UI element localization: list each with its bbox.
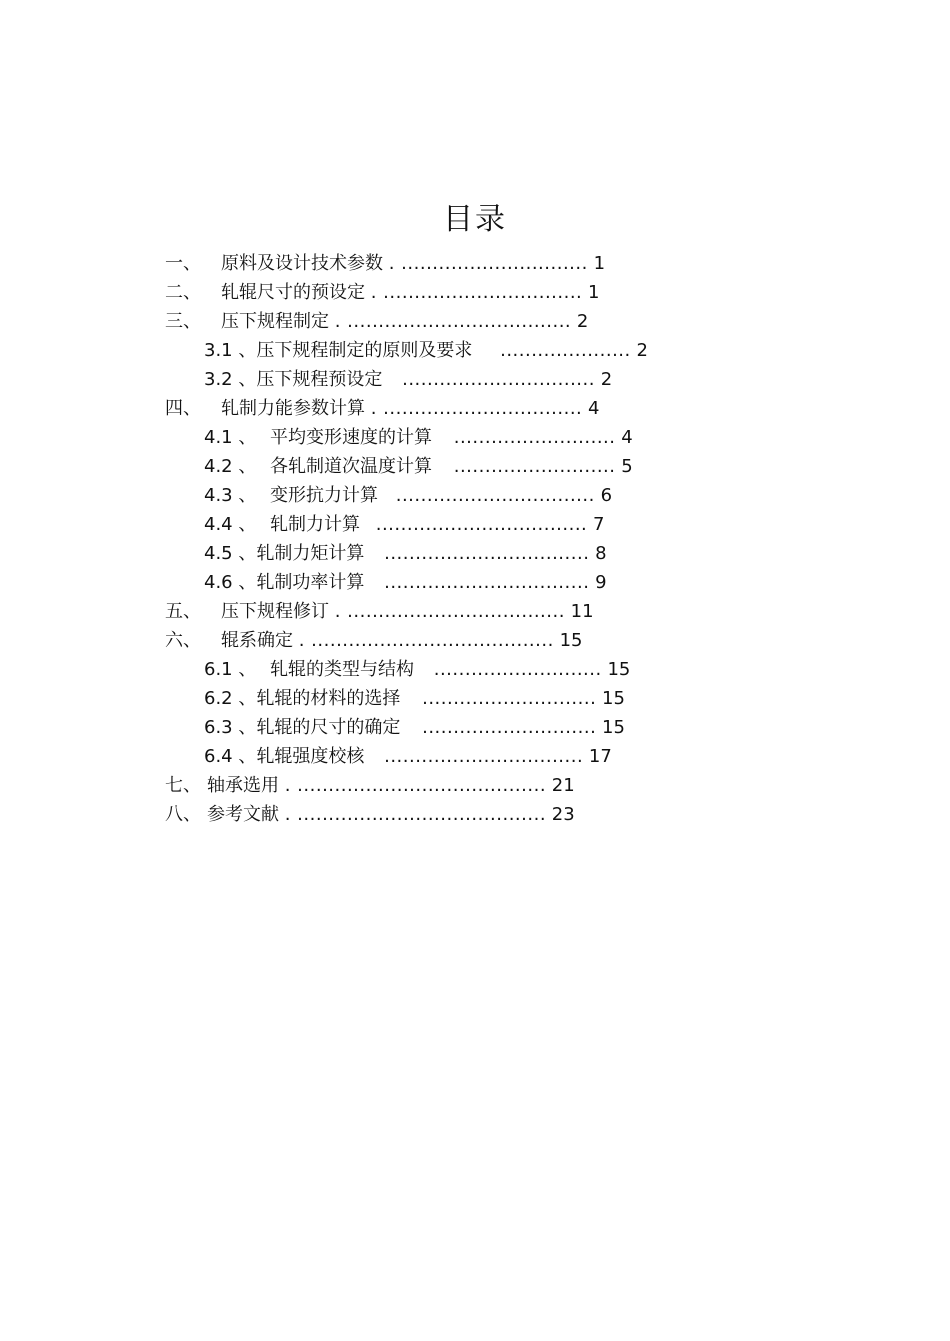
toc-entry-page: 23 [551,804,575,825]
toc-entry-page: 11 [570,601,594,622]
toc-entry-number: 一、 [165,253,201,274]
toc-entry-page: 8 [595,543,607,564]
toc-entry-4-1[interactable] [204,424,633,452]
toc-entry-leader: ............................... [402,369,595,390]
toc-entry-4-2[interactable] [204,453,633,481]
toc-entry-text: 轧辊的材料的选择 [256,688,401,709]
toc-entry-4[interactable] [165,395,599,423]
toc-entry-text: 压下规程预设定 [256,369,383,390]
toc-entry-4-6[interactable] [204,569,607,597]
toc-entry-page: 2 [576,311,589,332]
toc-entry-text: 轧制力能参数计算 [221,398,365,419]
toc-entry-leader: ............................ [422,717,597,738]
toc-entry-leader: .......................... [453,456,616,477]
toc-entry-page: 15 [602,717,625,738]
toc-entry-number: 三、 [165,311,201,332]
toc-entry-page: 15 [559,630,583,651]
toc-entry-page: 4 [621,427,633,448]
toc-entry-leader: ............................ [422,688,597,709]
toc-entry-page: 17 [588,746,612,767]
toc-entry-leader: . ................................ [370,398,583,419]
toc-entry-number: 四、 [165,398,201,419]
toc-entry-text: 各轧制道次温度计算 [270,456,432,477]
toc-entry-leader: ................................ [395,485,595,506]
toc-entry-6-3[interactable] [204,714,625,742]
toc-entry-leader: ................................. [384,572,590,593]
toc-entry-number: 6.2 、 [204,688,257,709]
toc-entry-2[interactable] [165,279,599,307]
toc-entry-page: 7 [593,514,605,535]
toc-entry-text: 变形抗力计算 [270,485,378,506]
toc-entry-text: 轧辊尺寸的预设定 [221,282,365,303]
toc-title: 目录 [443,202,507,237]
toc-entry-1[interactable] [165,250,605,278]
toc-entry-leader: .................................. [375,514,588,535]
toc-entry-page: 21 [551,775,575,796]
toc-entry-number: 3.2 、 [204,369,257,390]
toc-entry-leader: .......................... [453,427,616,448]
toc-entry-page: 2 [636,340,648,361]
toc-entry-text: 压下规程制定的原则及要求 [256,340,473,361]
toc-entry-page: 6 [600,485,613,506]
toc-entry-number: 4.6 、 [204,572,257,593]
toc-entry-page: 9 [595,572,607,593]
toc-entry-number: 4.4 、 [204,514,257,535]
toc-entry-7[interactable] [165,772,575,800]
toc-entry-8[interactable] [165,801,575,829]
toc-entry-text: 参考文献 [207,804,279,825]
toc-entry-page: 1 [593,253,606,274]
toc-entry-text: 原料及设计技术参数 [221,253,383,274]
toc-entry-leader: . ........................................ [284,804,547,825]
toc-entry-4-5[interactable] [204,540,607,568]
toc-entry-number: 3.1 、 [204,340,257,361]
toc-entry-number: 4.3 、 [204,485,257,506]
toc-entry-text: 压下规程修订 [221,601,329,622]
toc-entry-number: 二、 [165,282,201,303]
toc-entry-leader: . ................................ [370,282,583,303]
toc-entry-page: 15 [602,688,625,709]
toc-entry-leader: . .............................. [388,253,588,274]
toc-entry-4-3[interactable] [204,482,612,510]
toc-entry-number: 八、 [165,804,201,825]
toc-entry-5[interactable] [165,598,594,626]
toc-entry-text: 轧辊的类型与结构 [270,659,414,680]
toc-entry-6[interactable] [165,627,582,655]
toc-entry-text: 轧制功率计算 [256,572,365,593]
toc-entry-text: 轧制力矩计算 [256,543,365,564]
toc-entry-text: 轴承选用 [207,775,279,796]
toc-entry-number: 七、 [165,775,201,796]
toc-entry-number: 6.3 、 [204,717,257,738]
toc-entry-leader: ..................... [500,340,631,361]
toc-entry-3[interactable] [165,308,588,336]
toc-entry-leader: ........................... [433,659,602,680]
toc-entry-page: 2 [600,369,613,390]
toc-entry-number: 五、 [165,601,201,622]
toc-entry-leader: . ................................... [334,601,565,622]
toc-entry-number: 4.2 、 [204,456,257,477]
toc-entry-number: 4.5 、 [204,543,257,564]
toc-entry-text: 压下规程制定 [221,311,329,332]
toc-entry-text: 辊系确定 [221,630,293,651]
toc-entry-page: 1 [588,282,600,303]
toc-entry-leader: ................................. [384,543,590,564]
toc-entry-page: 5 [621,456,633,477]
toc-entry-4-4[interactable] [204,511,604,539]
toc-entry-text: 轧辊强度校核 [256,746,365,767]
toc-entry-leader: . ....................................... [298,630,554,651]
toc-entry-leader: . .................................... [334,311,572,332]
toc-entry-number: 六、 [165,630,201,651]
toc-entry-number: 4.1 、 [204,427,257,448]
toc-entry-text: 轧辊的尺寸的确定 [256,717,401,738]
toc-entry-page: 15 [607,659,631,680]
toc-entry-6-4[interactable] [204,743,612,771]
toc-entry-leader: ................................ [384,746,584,767]
toc-entry-text: 平均变形速度的计算 [270,427,432,448]
toc-entry-3-1[interactable] [204,337,648,365]
toc-entry-3-2[interactable] [204,366,612,394]
toc-entry-number: 6.1 、 [204,659,257,680]
toc-entry-leader: . ........................................ [284,775,547,796]
toc-entry-6-1[interactable] [204,656,630,684]
toc-entry-page: 4 [588,398,600,419]
toc-entry-6-2[interactable] [204,685,625,713]
toc-entry-text: 轧制力计算 [270,514,360,535]
toc-entry-number: 6.4 、 [204,746,257,767]
